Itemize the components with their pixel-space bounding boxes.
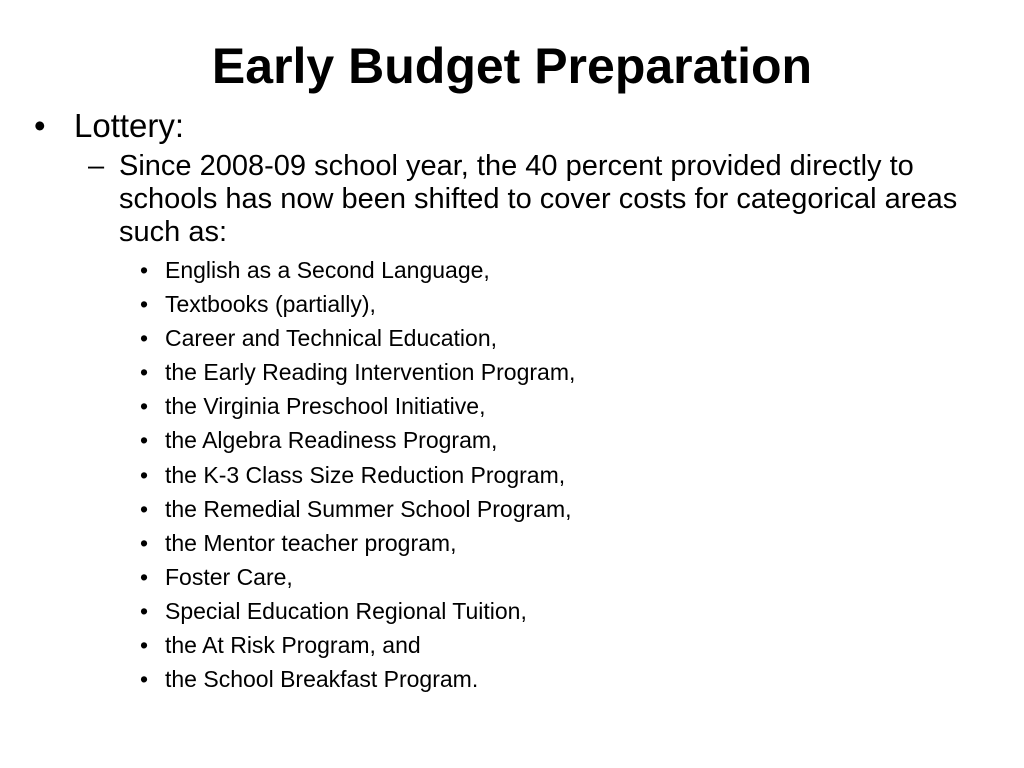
list-item-bullet: •: [140, 529, 149, 556]
list-item: [140, 665, 575, 699]
list-item-bullet: •: [140, 563, 149, 590]
bullet-lottery: [34, 106, 184, 146]
list-item-bullet: •: [140, 461, 149, 488]
list-item-text: English as a Second Language,: [165, 257, 490, 283]
list-item-text: the School Breakfast Program.: [165, 666, 479, 693]
list-item: [140, 256, 575, 290]
list-item-bullet: •: [140, 666, 149, 693]
list-item: [140, 358, 575, 392]
sub-bullet-since: [88, 150, 968, 249]
list-item-bullet: •: [140, 495, 149, 522]
list-item-text: Career and Technical Education,: [165, 325, 498, 352]
list-item: [140, 290, 575, 324]
list-item: [140, 461, 575, 495]
list-item-text: the Remedial Summer School Program,: [165, 495, 572, 522]
list-item-bullet: •: [140, 291, 149, 318]
list-item-text: the At Risk Program, and: [165, 632, 421, 659]
bullet-lottery-text: Lottery:: [74, 107, 185, 144]
list-item: [140, 495, 575, 529]
categorical-areas-list: [140, 256, 575, 699]
list-item: [140, 529, 575, 563]
list-item-text: Special Education Regional Tuition,: [165, 597, 527, 624]
list-item-text: Foster Care,: [165, 563, 293, 590]
slide-title: Early Budget Preparation: [211, 38, 813, 94]
list-item-bullet: •: [140, 632, 149, 659]
list-item: [140, 426, 575, 460]
list-item-bullet: •: [140, 427, 149, 454]
list-item-bullet: •: [140, 393, 149, 420]
dash-marker: –: [88, 150, 105, 182]
bullet-marker: •: [34, 107, 46, 144]
list-item-text: the Mentor teacher program,: [165, 529, 457, 556]
list-item-bullet: •: [140, 597, 149, 624]
list-item-bullet: •: [140, 257, 149, 283]
list-item: [140, 563, 575, 597]
list-item-bullet: •: [140, 325, 149, 352]
list-item-text: the Virginia Preschool Initiative,: [165, 393, 486, 420]
list-item: [140, 324, 575, 358]
list-item-text: the Algebra Readiness Program,: [165, 427, 498, 454]
sub-bullet-text: Since 2008-09 school year, the 40 percent provided directly to schools has now been shifted to cover costs for categorical areas such as:: [119, 150, 958, 248]
list-item-bullet: •: [140, 359, 149, 386]
list-item-text: Textbooks (partially),: [165, 291, 376, 318]
list-item-text: the Early Reading Intervention Program,: [165, 359, 576, 386]
list-item: [140, 631, 575, 665]
list-item: [140, 392, 575, 426]
list-item: [140, 597, 575, 631]
list-item-text: the K-3 Class Size Reduction Program,: [165, 461, 566, 488]
